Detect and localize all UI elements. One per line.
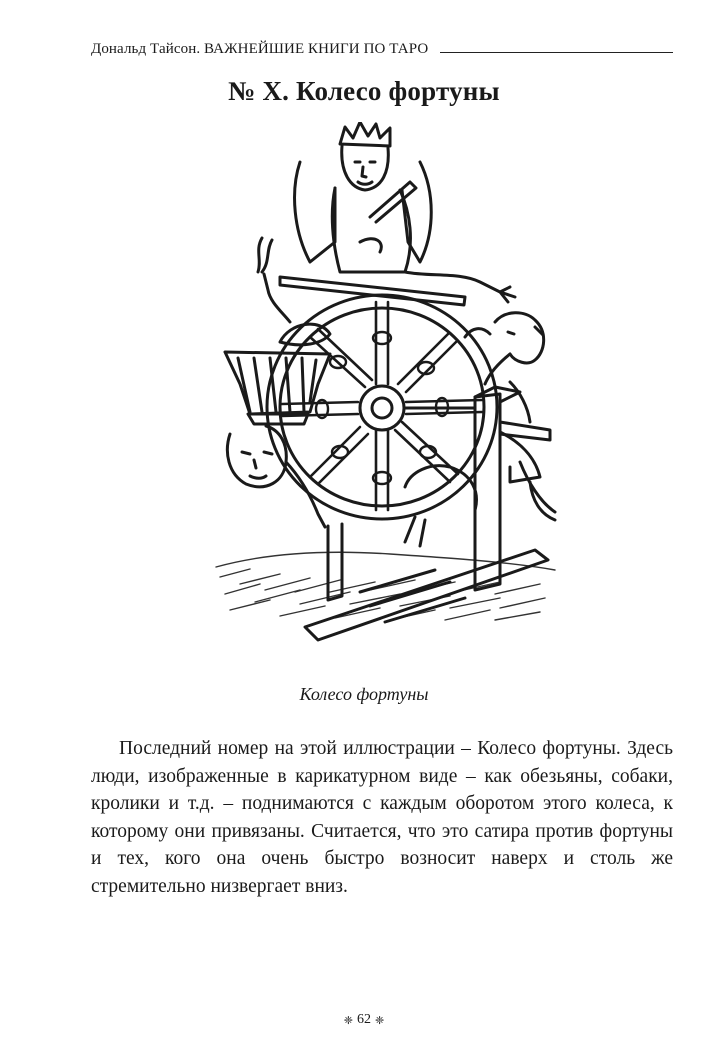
running-head-rule <box>440 52 673 53</box>
falling-figure <box>225 238 555 546</box>
wheel-of-fortune-illustration <box>210 122 560 657</box>
running-head <box>91 36 673 58</box>
body-paragraph: Последний номер на этой иллюстрации – Колесо фортуны. Здесь люди, изображенные в карикатурном виде – как обезьяны, собаки, кролики и т.д. – поднимаются с каждым оборотом этого колеса, к которому они привязаны. Считается, что это сатира против фортуны и тех, кого она очень быстро возносит наверх и столь же стремительно низвергает вниз. <box>91 738 673 897</box>
chapter-title: № X. Колесо фортуны <box>228 76 500 106</box>
wheel-of-fortune-drawing <box>210 122 560 657</box>
folio-ornament-left: ❈ <box>343 1014 353 1027</box>
body-text <box>91 735 673 900</box>
ground-hatching <box>216 552 555 620</box>
figure-caption: Колесо фортуны <box>299 684 429 704</box>
folio-ornament-right: ❈ <box>375 1014 385 1027</box>
page-number <box>0 1012 728 1028</box>
page-number-value: 62 <box>357 1012 371 1027</box>
running-head-text: Дональд Тайсон. ВАЖНЕЙШИЕ КНИГИ ПО ТАРО <box>91 41 429 57</box>
crowned-king-figure <box>280 122 515 305</box>
wheel-hub <box>360 386 475 430</box>
